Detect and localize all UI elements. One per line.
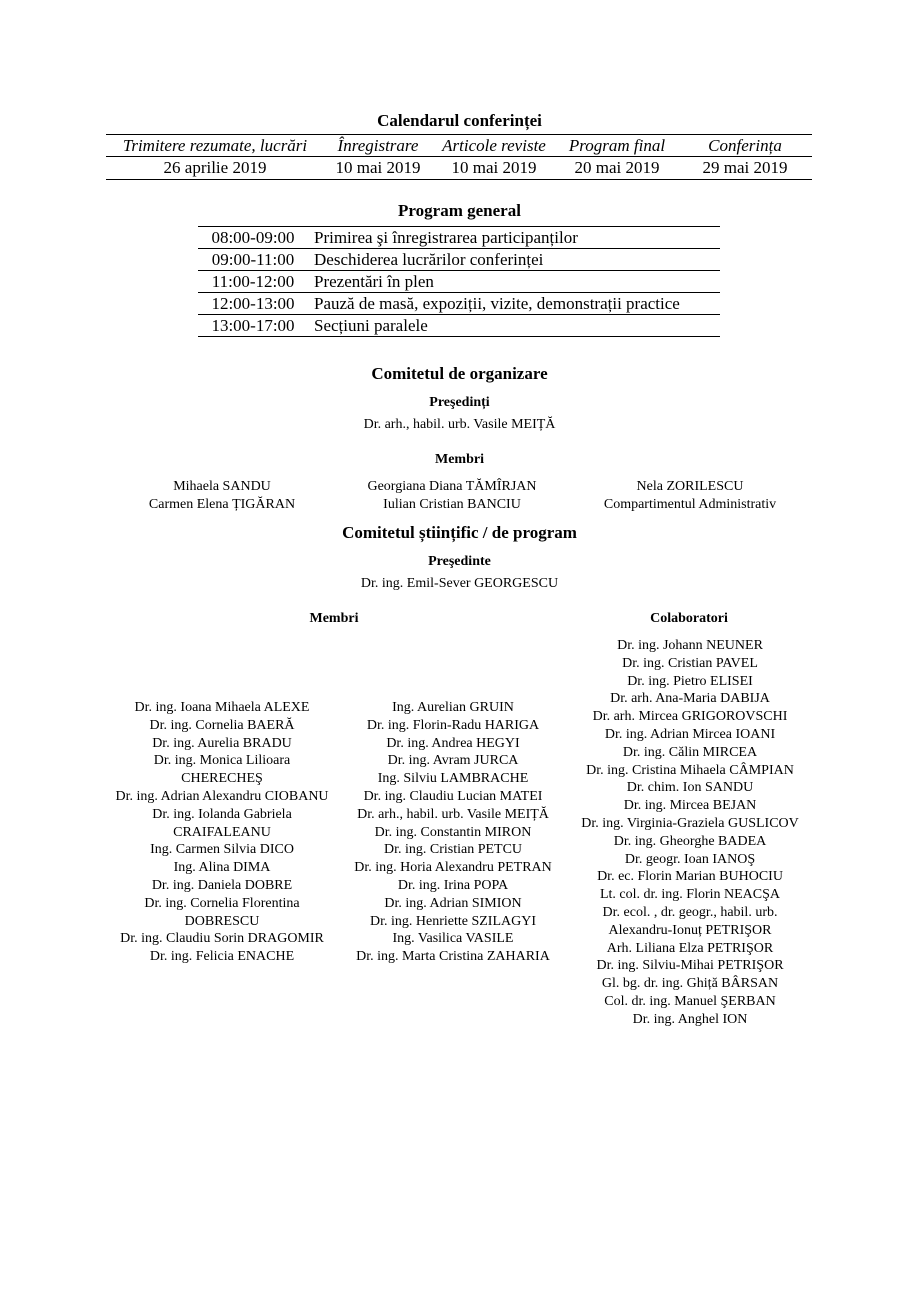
calendar-header-cell: Trimitere rezumate, lucrări: [106, 135, 324, 157]
program-activity: Deschiderea lucrărilor conferinței: [308, 249, 720, 271]
calendar-title: Calendarul conferinței: [377, 111, 542, 130]
list-item: Dr. ing. Horia Alexandru PETRAN: [354, 860, 552, 876]
list-item: Dr. ing. Ioana Mihaela ALEXE: [134, 700, 310, 715]
program-activity: Secțiuni paralele: [308, 315, 720, 337]
list-item: Dr. chim. Ion SANDU: [626, 780, 754, 796]
list-item: Dr. ing. Adrian Mircea IOANI: [604, 726, 776, 742]
calendar-date-cell: 26 aprilie 2019: [106, 157, 324, 180]
table-row: [198, 293, 720, 315]
list-item: Dr. ecol. , dr. geogr., habil. urb.: [602, 904, 778, 920]
calendar-header-cell: Conferința: [678, 135, 812, 157]
list-item: Dr. ing. Călin MIRCEA: [622, 744, 758, 760]
collaborators-label: Colaboratori: [650, 611, 728, 626]
list-item: Dr. ing. Virginia-Graziela GUSLICOV: [581, 815, 799, 831]
list-item: Dr. ing. Cristian PAVEL: [622, 655, 758, 671]
list-item: Dr. ing. Iolanda Gabriela: [152, 806, 292, 822]
scientific-committee-title: Comitetul științific / de program: [342, 523, 577, 542]
list-item: Dr. arh. Mircea GRIGOROVSCHI: [592, 709, 788, 725]
list-item: Dr. ing. Claudiu Lucian MATEI: [363, 788, 543, 804]
list-item: CHERECHEŞ: [181, 771, 263, 787]
list-item: Gl. bg. dr. ing. Ghiță BÂRSAN: [601, 976, 779, 992]
list-item: CRAIFALEANU: [173, 824, 271, 840]
list-item: Dr. ing. Constantin MIRON: [374, 824, 532, 840]
table-row: [198, 315, 720, 337]
table-row: [198, 271, 720, 293]
calendar-header-row: [106, 135, 812, 157]
list-item: Dr. ing. Adrian SIMION: [384, 895, 522, 911]
list-item: Dr. geogr. Ioan IANOŞ: [624, 851, 756, 867]
list-item: Dr. ing. Cornelia Florentina: [144, 895, 300, 911]
collaborators-column: [562, 637, 818, 1029]
program-time: 09:00-11:00: [198, 249, 308, 271]
table-row: [198, 227, 720, 249]
list-item: Dr. ing. Andrea HEGYI: [386, 735, 520, 751]
list-item: Arh. Liliana Elza PETRIŞOR: [606, 940, 774, 956]
calendar-dates-row: [106, 157, 812, 180]
list-item: Ing. Vasilica VASILE: [392, 931, 514, 947]
program-time: 08:00-09:00: [198, 227, 308, 249]
organizing-members-column-3: [590, 478, 790, 514]
list-item: Ing. Carmen Silvia DICO: [150, 842, 294, 858]
calendar-header-cell: Program final: [556, 135, 678, 157]
scientific-members-column-2: [338, 699, 568, 966]
program-time: 12:00-13:00: [198, 293, 308, 315]
list-item: DOBRESCU: [184, 913, 260, 929]
organizing-members-column-1: [122, 478, 322, 514]
program-title: Program general: [398, 201, 521, 220]
program-activity: Primirea şi înregistrarea participanților: [308, 227, 720, 249]
list-item: Dr. ing. Aurelia BRADU: [152, 735, 292, 751]
list-item: Dr. arh. Ana-Maria DABIJA: [610, 691, 770, 707]
organizing-members-label: Membri: [435, 452, 484, 467]
list-item: Ing. Alina DIMA: [173, 860, 271, 876]
list-item: Georgiana Diana TĂMÎRJAN: [367, 479, 537, 494]
list-item: Dr. ing. Marta Cristina ZAHARIA: [356, 949, 550, 965]
calendar-date-cell: 20 mai 2019: [556, 157, 678, 180]
list-item: Dr. ing. Adrian Alexandru CIOBANU: [115, 788, 329, 804]
program-activity: Prezentări în plen: [308, 271, 720, 293]
calendar-date-cell: 10 mai 2019: [324, 157, 432, 180]
list-item: Dr. ing. Gheorghe BADEA: [613, 833, 767, 849]
list-item: Dr. ec. Florin Marian BUHOCIU: [597, 869, 783, 885]
program-time: 13:00-17:00: [198, 315, 308, 337]
list-item: Dr. ing. Cristian PETCU: [383, 842, 523, 858]
list-item: Dr. ing. Anghel ION: [632, 1011, 748, 1027]
calendar-header-cell: Articole reviste: [432, 135, 556, 157]
list-item: Iulian Cristian BANCIU: [383, 496, 521, 512]
list-item: Carmen Elena ȚIGĂRAN: [148, 496, 296, 512]
list-item: Ing. Silviu LAMBRACHE: [377, 771, 529, 787]
organizing-president: Dr. arh., habil. urb. Vasile MEIȚĂ: [363, 417, 556, 432]
list-item: Lt. col. dr. ing. Florin NEACŞA: [599, 887, 781, 903]
list-item: Dr. ing. Daniela DOBRE: [151, 877, 293, 893]
organizing-members-column-2: [352, 478, 552, 514]
list-item: Dr. ing. Cornelia BAERĂ: [149, 717, 295, 733]
list-item: Compartimentul Administrativ: [603, 496, 777, 512]
scientific-president: Dr. ing. Emil-Sever GEORGESCU: [360, 576, 559, 591]
list-item: Ing. Aurelian GRUIN: [392, 700, 514, 715]
scientific-president-label: Preşedinte: [428, 554, 491, 569]
list-item: Dr. ing. Henriette SZILAGYI: [369, 913, 537, 929]
list-item: Dr. ing. Irina POPA: [397, 877, 509, 893]
list-item: Dr. arh., habil. urb. Vasile MEIȚĂ: [357, 806, 549, 822]
list-item: Mihaela SANDU: [173, 479, 271, 494]
calendar-header-cell: Înregistrare: [324, 135, 432, 157]
calendar-table: [106, 134, 812, 180]
list-item: Nela ZORILESCU: [636, 479, 744, 494]
program-table: [198, 226, 720, 337]
program-activity: Pauză de masă, expoziții, vizite, demonstrații practice: [308, 293, 720, 315]
organizing-committee-title: Comitetul de organizare: [371, 364, 548, 383]
calendar-date-cell: 29 mai 2019: [678, 157, 812, 180]
table-row: [198, 249, 720, 271]
scientific-members-column-1: [102, 699, 342, 966]
list-item: Dr. ing. Florin-Radu HARIGA: [366, 717, 540, 733]
list-item: Dr. ing. Monica Lilioara: [153, 753, 291, 769]
list-item: Dr. ing. Johann NEUNER: [617, 638, 763, 653]
list-item: Dr. ing. Pietro ELISEI: [627, 673, 753, 689]
list-item: Alexandru-Ionuț PETRIŞOR: [608, 922, 772, 938]
list-item: Dr. ing. Mircea BEJAN: [623, 798, 757, 814]
calendar-date-cell: 10 mai 2019: [432, 157, 556, 180]
scientific-members-label: Membri: [309, 611, 359, 626]
list-item: Dr. ing. Silviu-Mihai PETRIŞOR: [596, 958, 784, 974]
list-item: Dr. ing. Cristina Mihaela CÂMPIAN: [586, 762, 794, 778]
program-time: 11:00-12:00: [198, 271, 308, 293]
list-item: Col. dr. ing. Manuel ŞERBAN: [604, 993, 776, 1009]
list-item: Dr. ing. Avram JURCA: [387, 753, 519, 769]
list-item: Dr. ing. Felicia ENACHE: [149, 949, 295, 965]
presidents-label: Preşedinți: [429, 395, 490, 410]
list-item: Dr. ing. Claudiu Sorin DRAGOMIR: [120, 931, 324, 947]
